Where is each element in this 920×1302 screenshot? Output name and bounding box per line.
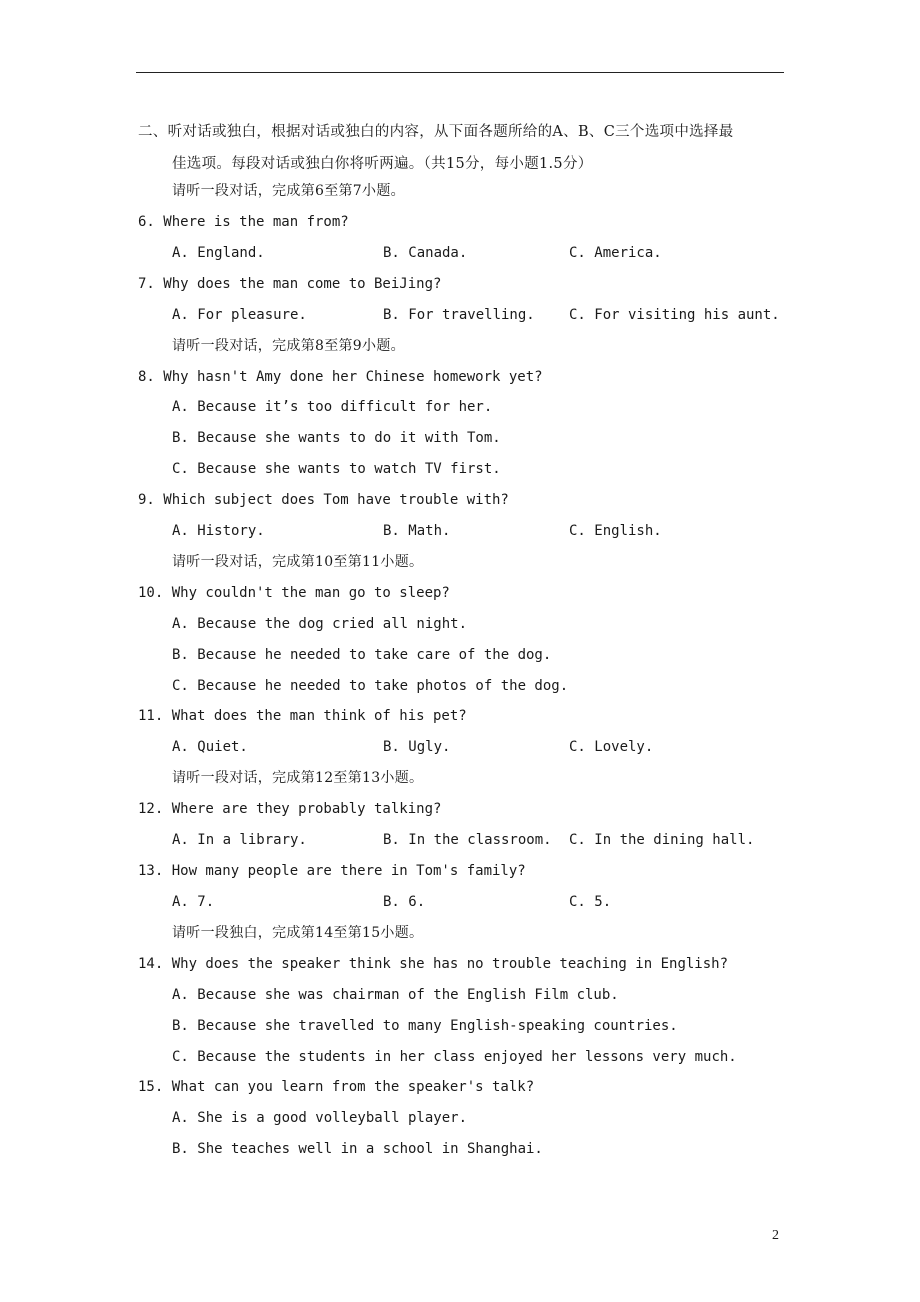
question-8-option-b: B. Because she wants to do it with Tom. <box>172 430 501 446</box>
question-7: 7. Why does the man come to BeiJing? <box>138 276 442 292</box>
question-10-option-a: A. Because the dog cried all night. <box>172 616 468 632</box>
instruction-dialogue-3: 请听一段对话，完成第10至第11小题。 <box>172 554 424 570</box>
question-15-option-a: A. She is a good volleyball player. <box>172 1110 468 1126</box>
question-11: 11. What does the man think of his pet? <box>138 708 467 724</box>
question-6-option-b: B. Canada. <box>383 245 468 261</box>
section-heading <box>138 116 788 180</box>
question-12-option-b: B. In the classroom. <box>383 832 552 848</box>
question-14-option-c: C. Because the students in her class enjoyed her lessons very much. <box>172 1049 737 1065</box>
question-12-option-a: A. In a library. <box>172 832 307 848</box>
question-8-option-c: C. Because she wants to watch TV first. <box>172 461 501 477</box>
question-11-option-a: A. Quiet. <box>172 739 248 755</box>
section-title-continued: 佳选项。每段对话或独白你将听两遍。（共15分，每小题1.5分） <box>172 156 593 172</box>
instruction-dialogue-2: 请听一段对话，完成第8至第9小题。 <box>172 338 405 354</box>
question-9-option-c: C. English. <box>569 523 662 539</box>
question-13-option-a: A. 7. <box>172 894 215 910</box>
instruction-dialogue-1: 请听一段对话，完成第6至第7小题。 <box>172 183 405 199</box>
header-rule <box>136 72 784 73</box>
question-15: 15. What can you learn from the speaker's talk? <box>138 1079 535 1095</box>
question-6-option-c: C. America. <box>569 245 662 261</box>
question-14-option-a: A. Because she was chairman of the English Film club. <box>172 987 619 1003</box>
question-10-option-b: B. Because he needed to take care of the dog. <box>172 647 552 663</box>
question-9-option-a: A. History. <box>172 523 265 539</box>
instruction-dialogue-4: 请听一段对话，完成第12至第13小题。 <box>172 770 424 786</box>
question-7-option-c: C. For visiting his aunt. <box>569 307 780 323</box>
question-8-option-a: A. Because it’s too difficult for her. <box>172 399 493 415</box>
question-9: 9. Which subject does Tom have trouble with? <box>138 492 509 508</box>
question-10: 10. Why couldn't the man go to sleep? <box>138 585 450 601</box>
question-6: 6. Where is the man from? <box>138 214 349 230</box>
question-15-option-b: B. She teaches well in a school in Shanghai. <box>172 1141 543 1157</box>
question-6-option-a: A. England. <box>172 245 265 261</box>
question-13: 13. How many people are there in Tom's family? <box>138 863 526 879</box>
question-7-option-b: B. For travelling. <box>383 307 535 323</box>
question-11-option-b: B. Ugly. <box>383 739 451 755</box>
question-12-option-c: C. In the dining hall. <box>569 832 755 848</box>
question-9-option-b: B. Math. <box>383 523 451 539</box>
question-8: 8. Why hasn't Amy done her Chinese homework yet? <box>138 369 543 385</box>
page-number: 2 <box>772 1228 779 1243</box>
question-10-option-c: C. Because he needed to take photos of the dog. <box>172 678 569 694</box>
instruction-monologue: 请听一段独白，完成第14至第15小题。 <box>172 925 424 941</box>
question-13-option-c: C. 5. <box>569 894 612 910</box>
question-11-option-c: C. Lovely. <box>569 739 654 755</box>
question-14-option-b: B. Because she travelled to many English-speaking countries. <box>172 1018 678 1034</box>
question-7-option-a: A. For pleasure. <box>172 307 307 323</box>
question-12: 12. Where are they probably talking? <box>138 801 442 817</box>
section-title: 二、听对话或独白，根据对话或独白的内容，从下面各题所给的A、B、C三个选项中选择最 <box>138 124 734 140</box>
question-14: 14. Why does the speaker think she has no trouble teaching in English? <box>138 956 729 972</box>
question-13-option-b: B. 6. <box>383 894 426 910</box>
